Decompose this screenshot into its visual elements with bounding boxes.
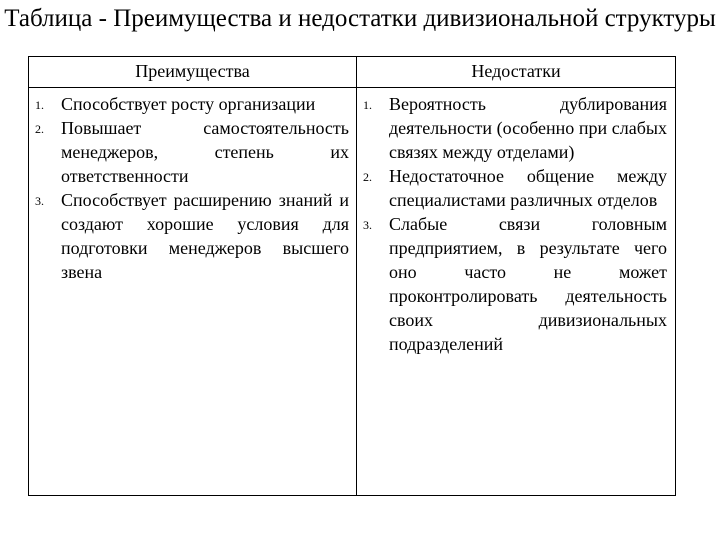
item-number: 3. (35, 194, 44, 208)
advantage-item (35, 92, 349, 116)
item-text: Способствует расширению знаний и создают хорошие условия для подготовки менеджеров высшего звена (61, 190, 349, 282)
item-text: Способствует росту организации (61, 94, 316, 114)
disadvantages-header: Недостатки (471, 61, 561, 81)
header-divider (29, 87, 675, 88)
comparison-table (28, 56, 676, 496)
item-text: Вероятность дублирования деятельности (особенно при слабых связях между отделами) (389, 94, 667, 162)
item-text: Повышает самостоятельность менеджеров, степень их ответственности (61, 118, 349, 186)
item-number: 2. (35, 122, 44, 136)
advantage-item (35, 188, 349, 284)
disadvantages-list (363, 92, 667, 356)
item-text: Слабые связи головным предприятием, в результате чего оно часто не может проконтролировать деятельность своих дивизиональных подразделений (389, 214, 667, 354)
page-title: Таблица - Преимущества и недостатки дивизиональной структуры (4, 5, 716, 32)
item-number: 1. (363, 98, 372, 112)
column-divider (356, 57, 357, 495)
item-number: 2. (363, 170, 372, 184)
disadvantage-item (363, 92, 667, 164)
advantages-list (35, 92, 349, 284)
item-number: 1. (35, 98, 44, 112)
item-text: Недостаточное общение между специалистами различных отделов (389, 166, 667, 210)
advantages-header: Преимущества (135, 61, 250, 81)
item-number: 3. (363, 218, 372, 232)
advantage-item (35, 116, 349, 188)
disadvantage-item (363, 164, 667, 212)
disadvantage-item (363, 212, 667, 356)
